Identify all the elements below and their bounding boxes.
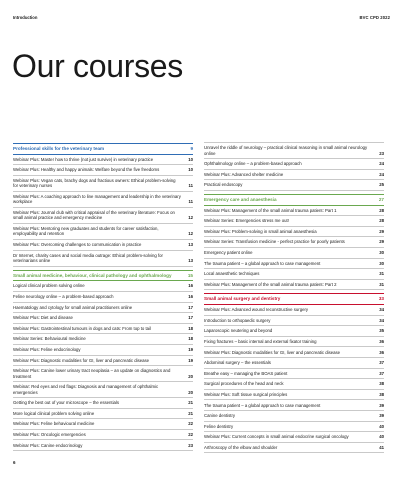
course-entry[interactable] <box>204 337 384 348</box>
course-entry[interactable] <box>204 269 384 280</box>
course-page: 21 <box>188 410 193 416</box>
course-entry[interactable] <box>204 432 384 443</box>
course-title: Webinar Plus: Advanced shelter medicine <box>204 171 284 177</box>
course-page: 38 <box>379 391 384 397</box>
section-page: 33 <box>378 296 384 302</box>
course-title: Webinar Plus: Mentoring new graduates and students for career satisfaction, employability and retention <box>13 226 159 237</box>
course-title: Webinar: Red eyes and red flags: Diagnosis and management of ophthalmic emergencies <box>13 384 159 395</box>
course-title: Webinar Plus: Canine lower urinary tract neoplasia – an update on diagnostics and treatment <box>13 368 171 379</box>
course-title: Dr Internet, charity cases and social media outrage: Ethical problem-solving for veterinarians online <box>13 252 163 264</box>
course-title: Webinar Plus: Vegan cats, brachy dogs and fractious owners: Ethical problem-solving for veterinary nurses <box>13 178 176 189</box>
course-title: Webinar Series: Transfusion medicine - perfect practice for poorly patients <box>204 239 345 245</box>
course-page: 23 <box>188 442 193 448</box>
section-surgery-dentistry[interactable] <box>204 293 384 305</box>
course-entry[interactable] <box>204 143 384 159</box>
section-page: 9 <box>190 146 193 152</box>
section-label: Professional skills for the veterinary team <box>13 146 105 152</box>
course-title: Webinar Series: Emergencies stress me out! <box>204 218 289 224</box>
course-entry[interactable] <box>13 208 193 224</box>
course-entry[interactable] <box>13 292 193 303</box>
course-entry[interactable] <box>204 390 384 401</box>
course-entry[interactable] <box>204 347 384 358</box>
course-entry[interactable] <box>204 237 384 248</box>
course-title: Introduction to orthopaedic surgery <box>204 317 271 323</box>
course-title: Webinar Plus: A coaching approach to line management and leadership in the veterinary workplace <box>13 194 181 205</box>
course-title: Webinar Plus: Master how to thrive (not just survive) in veterinary practice <box>13 156 154 162</box>
course-page: 22 <box>188 431 193 437</box>
course-title: Breathe easy – managing the BOAS patient <box>204 370 288 376</box>
course-entry[interactable] <box>204 280 384 291</box>
course-title: Feline dentistry <box>204 423 234 429</box>
course-page: 13 <box>188 258 193 264</box>
course-title: Webinar Plus: Oncologic emergencies <box>13 431 86 437</box>
course-title: Emergency patient online <box>204 250 253 256</box>
course-page: 40 <box>379 423 384 429</box>
course-page: 30 <box>379 260 384 266</box>
course-page: 11 <box>188 199 193 205</box>
course-page: 34 <box>379 307 384 313</box>
course-entry[interactable] <box>13 281 193 292</box>
course-page: 29 <box>379 239 384 245</box>
course-entry[interactable] <box>13 251 193 267</box>
course-page: 19 <box>188 347 193 352</box>
course-title: Webinar Plus: Healthy and happy animals: Welfare beyond the five freedoms <box>13 167 160 173</box>
course-title: The trauma patient – a global approach to case management <box>204 402 321 408</box>
course-page: 17 <box>188 315 193 321</box>
course-page: 37 <box>379 360 384 366</box>
course-entry[interactable] <box>204 227 384 238</box>
section-label: Small animal medicine, behaviour, clinical pathology and ophthalmology <box>13 272 172 278</box>
section-items-professional-skills <box>13 155 193 267</box>
course-title: Ophthalmology online – a problem-based approach <box>204 161 302 167</box>
course-page: 40 <box>379 434 384 440</box>
section-emergency-care[interactable] <box>204 194 384 206</box>
course-entry[interactable] <box>13 155 193 166</box>
course-page: 20 <box>188 389 193 395</box>
course-title: Unravel the riddle of neurology – practical clinical reasoning in small animal neurology online <box>204 145 368 156</box>
course-entry[interactable] <box>204 216 384 227</box>
course-title: Webinar Plus: Journal club with critical appraisal of the veterinary literature: Focus on small animal practice and emergency medicine <box>13 210 175 221</box>
section-label: Emergency care and anaesthesia <box>204 196 277 202</box>
course-title: Webinar Plus: Problem-solving in small animal anaesthesia <box>204 228 317 234</box>
course-entry[interactable] <box>204 326 384 337</box>
course-entry[interactable] <box>204 369 384 380</box>
course-title: Fixing fractures – basic internal and external fixator training <box>204 338 317 344</box>
course-title: Surgical procedures of the head and neck <box>204 381 284 387</box>
course-entry[interactable] <box>204 379 384 390</box>
course-page: 38 <box>379 381 384 387</box>
course-page: 29 <box>379 228 384 234</box>
course-title: Webinar Plus: Canine endocrinology <box>13 442 83 448</box>
course-entry[interactable] <box>13 345 193 356</box>
course-page: 28 <box>379 218 384 224</box>
course-entry[interactable] <box>13 356 193 367</box>
course-title: More logical clinical problem solving online <box>13 410 95 416</box>
course-title: Practical endoscopy <box>204 182 243 188</box>
course-page: 36 <box>379 338 384 344</box>
course-entry[interactable] <box>13 303 193 314</box>
course-entry[interactable] <box>204 159 384 170</box>
course-title: Webinar Plus: Management of the small animal trauma patient: Part 1 <box>204 207 337 213</box>
course-page: 18 <box>188 325 193 331</box>
course-title: Webinar Plus: Soft tissue surgical principles <box>204 391 288 397</box>
course-page: 18 <box>188 336 193 342</box>
course-page: 16 <box>188 283 193 289</box>
course-title: Webinar Plus: Feline endocrinology <box>13 347 81 352</box>
course-title: Webinar Series: Behavioural medicine <box>13 336 86 342</box>
course-page: 28 <box>379 207 384 213</box>
course-page: 39 <box>379 413 384 419</box>
course-page: 24 <box>379 161 384 167</box>
course-entry[interactable] <box>204 248 384 259</box>
course-title: Webinar Plus: Diagnostic modalities for GI, liver and pancreatic disease <box>204 349 341 355</box>
page-title: Our courses <box>12 48 183 84</box>
course-title: Webinar Plus: Overcoming challenges to communication in practice <box>13 242 142 248</box>
course-entry[interactable] <box>13 440 193 451</box>
course-entry[interactable] <box>13 224 193 240</box>
course-page: 31 <box>379 281 384 287</box>
course-page: 25 <box>379 182 384 188</box>
course-title: The trauma patient – a global approach to case management <box>204 260 321 266</box>
section-professional-skills[interactable] <box>13 143 193 155</box>
course-page: 12 <box>188 231 193 237</box>
course-entry[interactable] <box>13 192 193 208</box>
section-items-small-animal-medicine <box>13 281 193 451</box>
contents-right-column <box>204 142 384 453</box>
course-page: 10 <box>188 156 193 162</box>
course-entry[interactable] <box>13 419 193 430</box>
course-entry[interactable] <box>204 400 384 411</box>
course-page: 21 <box>188 400 193 406</box>
course-title: Webinar Plus: Diagnostic modalities for GI, liver and pancreatic disease <box>13 357 150 363</box>
course-page: 19 <box>188 357 193 363</box>
course-entry[interactable] <box>13 398 193 409</box>
course-title: Arthroscopy of the elbow and shoulder <box>204 444 278 450</box>
course-page: 12 <box>188 215 193 221</box>
section-items-continued <box>204 142 384 191</box>
course-title: Webinar Plus: Feline behavioural medicine <box>13 421 95 427</box>
course-entry[interactable] <box>204 170 384 181</box>
course-entry[interactable] <box>13 382 193 398</box>
section-label: Small animal surgery and dentistry <box>204 296 281 302</box>
page-header <box>13 15 390 25</box>
course-page: 41 <box>379 444 384 450</box>
course-page: 11 <box>188 183 193 189</box>
course-page: 30 <box>379 250 384 256</box>
course-entry[interactable] <box>13 366 193 382</box>
course-entry[interactable] <box>204 316 384 327</box>
course-title: Getting the best out of your microscope – the essentials <box>13 400 120 406</box>
course-title: Webinar Plus: Management of the small animal trauma patient: Part 2 <box>204 281 337 287</box>
course-title: Webinar Plus: Diet and disease <box>13 315 73 321</box>
course-page: 20 <box>188 373 193 379</box>
course-entry[interactable] <box>204 180 384 191</box>
course-entry[interactable] <box>204 358 384 369</box>
course-title: Webinar Plus: Advanced wound reconstructive surgery <box>204 307 309 313</box>
section-items-emergency-care <box>204 206 384 291</box>
course-title: Logical clinical problem solving online <box>13 283 85 289</box>
course-page: 35 <box>379 328 384 334</box>
course-page: 16 <box>188 294 193 300</box>
course-title: Haematology and cytology for small animal practitioners online <box>13 304 133 310</box>
course-entry[interactable] <box>204 411 384 422</box>
course-page: 37 <box>379 370 384 376</box>
course-page: 36 <box>379 349 384 355</box>
section-page: 27 <box>378 196 384 202</box>
course-entry[interactable] <box>204 206 384 217</box>
course-page: 17 <box>188 304 193 310</box>
course-page: 22 <box>188 421 193 427</box>
header-section-label: Introduction <box>13 15 38 20</box>
course-entry[interactable] <box>13 165 193 176</box>
course-title: Webinar Plus: Gastrointestinal tumours in dogs and cats: From top to tail <box>13 325 151 331</box>
section-items-surgery-dentistry <box>204 305 384 453</box>
course-page: 10 <box>188 167 193 173</box>
course-entry[interactable] <box>13 313 193 324</box>
course-entry[interactable] <box>204 259 384 270</box>
course-page: 31 <box>379 271 384 277</box>
course-entry[interactable] <box>13 324 193 335</box>
course-entry[interactable] <box>204 422 384 433</box>
course-entry[interactable] <box>204 305 384 316</box>
course-page: 23 <box>379 150 384 156</box>
course-entry[interactable] <box>13 430 193 441</box>
course-page: 13 <box>188 242 193 248</box>
course-page: 24 <box>379 171 384 177</box>
course-entry[interactable] <box>13 176 193 192</box>
course-title: Abdominal surgery – the essentials <box>204 360 271 366</box>
course-title: Feline neurology online – a problem-based approach <box>13 294 114 300</box>
course-page: 39 <box>379 402 384 408</box>
section-page: 15 <box>187 272 193 278</box>
page-number: 6 <box>13 460 16 465</box>
course-entry[interactable] <box>13 334 193 345</box>
course-title: Laparoscopic neutering and beyond <box>204 328 273 334</box>
course-entry[interactable] <box>13 240 193 251</box>
course-title: Local anaesthetic techniques <box>204 271 260 277</box>
course-title: Webinar Plus: Current concepts in small animal endocrine surgical oncology <box>204 434 349 440</box>
course-entry[interactable] <box>204 443 384 454</box>
course-page: 34 <box>379 317 384 323</box>
contents-left-column <box>13 142 193 451</box>
course-entry[interactable] <box>13 409 193 420</box>
course-title: Canine dentistry <box>204 413 236 419</box>
section-small-animal-medicine[interactable] <box>13 270 193 282</box>
header-brand-label: BVC CPD 2022 <box>359 15 390 20</box>
